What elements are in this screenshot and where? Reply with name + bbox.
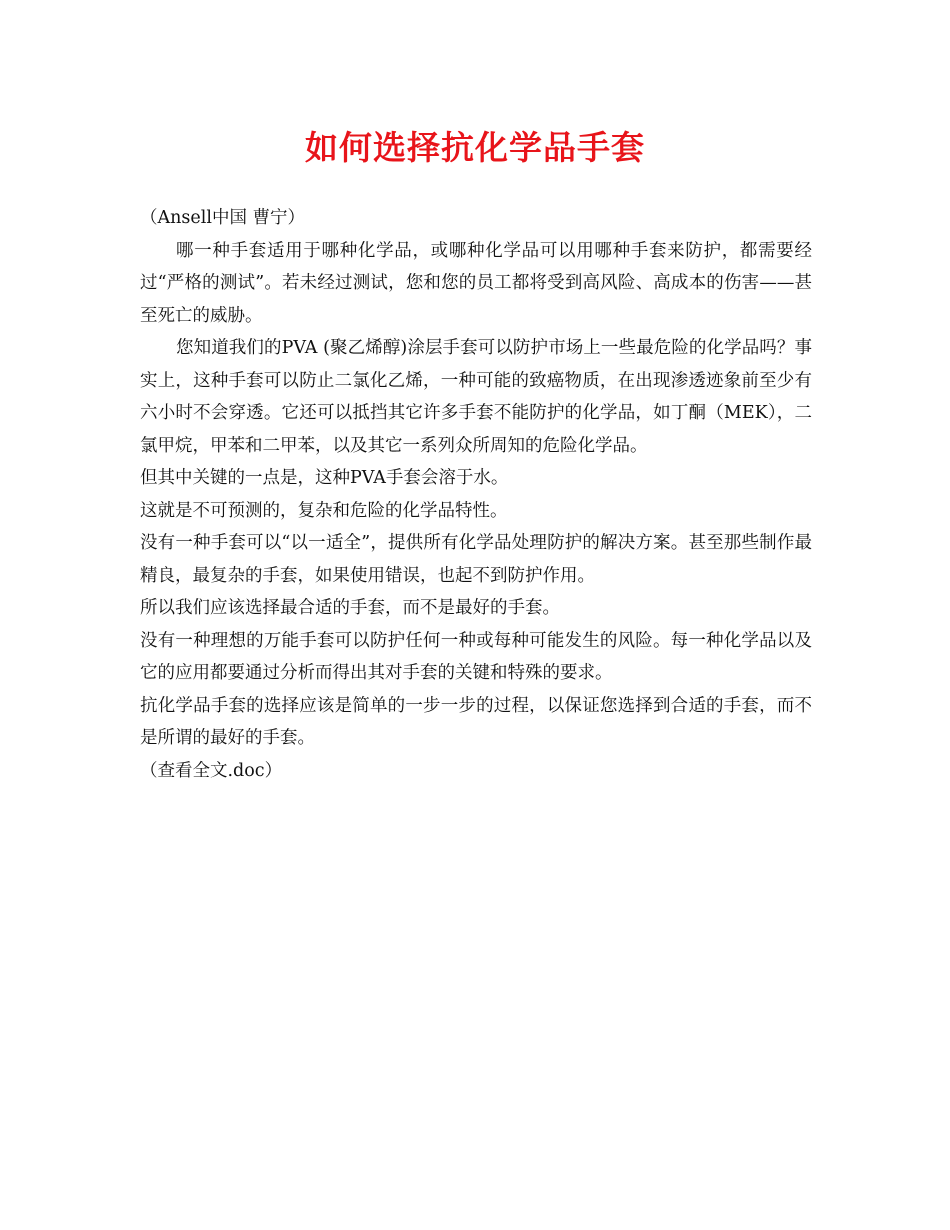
author-line: （Ansell中国 曹宁） (140, 208, 306, 228)
view-full-text-link[interactable]: （查看全文.doc） (140, 760, 283, 781)
document-body (140, 202, 812, 787)
paragraph-4: 这就是不可预测的，复杂和危险的化学品特性。 (140, 500, 508, 521)
paragraph-5: 没有一种手套可以“以一适全”，提供所有化学品处理防护的解决方案。甚至那些制作最精良，最复杂的手套，如果使用错误，也起不到防护作用。 (140, 533, 812, 586)
document-title: 如何选择抗化学品手套 (305, 128, 645, 167)
paragraph-1: 哪一种手套适用于哪种化学品，或哪种化学品可以用哪种手套来防护，都需要经过“严格的测试”。若未经过测试，您和您的员工都将受到高风险、高成本的伤害——甚至死亡的威胁。 (140, 240, 812, 326)
paragraph-6: 所以我们应该选择最合适的手套，而不是最好的手套。 (140, 598, 560, 618)
paragraph-8: 抗化学品手套的选择应该是简单的一步一步的过程，以保证您选择到合适的手套，而不是所谓的最好的手套。 (140, 695, 812, 748)
paragraph-3: 但其中关键的一点是，这种PVA手套会溶于水。 (140, 468, 509, 488)
paragraph-7: 没有一种理想的万能手套可以防护任何一种或每种可能发生的风险。每一种化学品以及它的应用都要通过分析而得出其对手套的关键和特殊的要求。 (140, 630, 812, 683)
paragraph-2: 您知道我们的PVA (聚乙烯醇)涂层手套可以防护市场上一些最危险的化学品吗？事实上，这种手套可以防止二氯化乙烯，一种可能的致癌物质，在出现渗透迹象前至少有六小时不会穿透。它还可以抵挡其它许多手套不能防护的化学品，如丁酮（MEK），二氯甲烷，甲苯和二甲苯，以及其它一系列众所周知的危险化学品。 (140, 338, 812, 456)
